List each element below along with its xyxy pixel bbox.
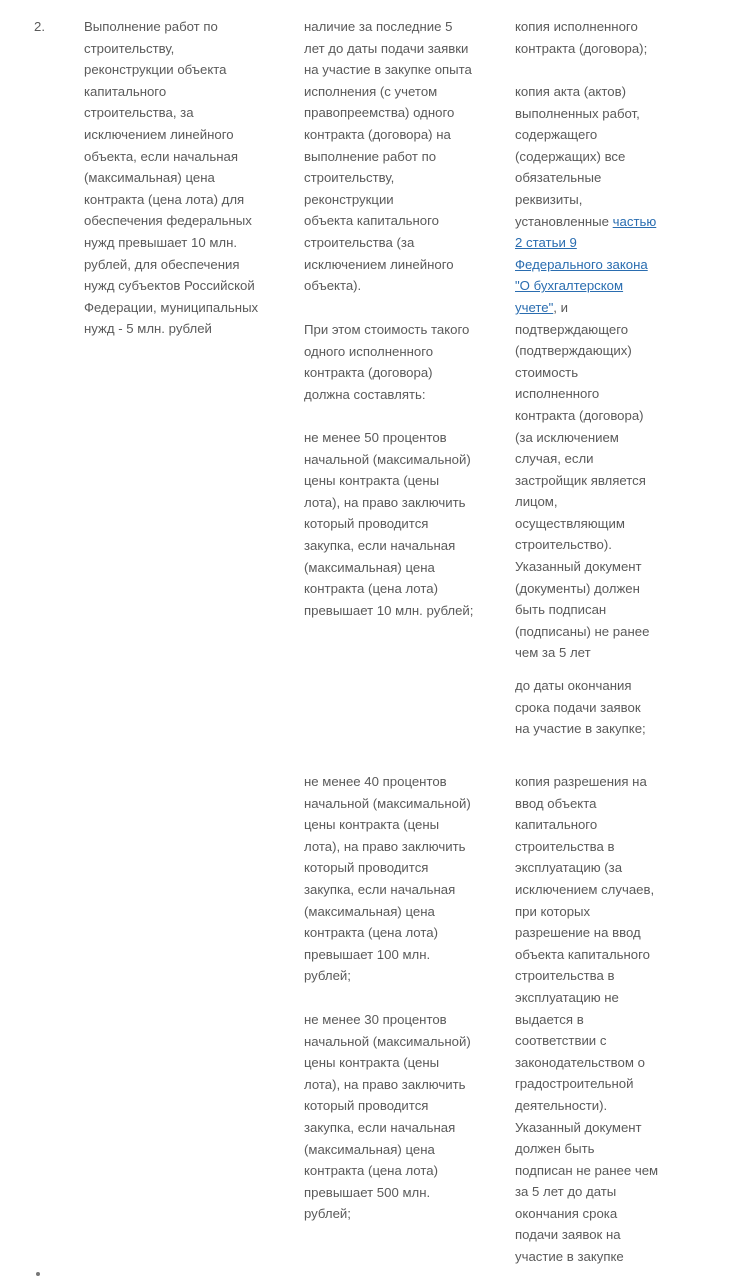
document-acts-text: копия акта (актов) выполненных работ, содержащего (содержащих) все обязательные реквизиты, установленные [515,84,640,229]
row-number: 2. [34,19,45,34]
document-acts-text-continued: , и подтверждающего (подтверждающих) стоимость исполненного контракта (договора) (за исключением случая, если застройщик является лицом, осуществляющим строительство). Указанный документ (документы) должен быть подписан (подписаны) не ранее чем за 5 лет [515,299,650,661]
document-acts-copy [515,81,695,664]
requirement-30-percent: не менее 30 процентов начальной (максимальной) цены контракта (цены лота), на право заключить который проводится закупка, если начальная (максимальная) цена контракта (цена лота) превышает 500 млн. рублей; [304,1012,471,1222]
requirement-40-percent: не менее 40 процентов начальной (максимальной) цены контракта (цены лота), на право заключить который проводится закупка, если начальная (максимальная) цена контракта (цена лота) превышает 100 млн. рублей; [304,774,471,984]
document-permit-copy: копия разрешения на ввод объекта капитального строительства в эксплуатацию (за исключением случаев, при которых разрешение на ввод объекта капитального строительства в эксплуатацию не выдается в соответствии с законодательством о градостроительной деятельности). Указанный документ должен быть подписан не ранее чем за 5 лет до даты окончания срока подачи заявок на участие в закупке [515,774,659,1265]
document-contract-copy: копия исполненного контракта (договора); [515,19,648,56]
next-row-marker [36,1272,40,1276]
subject-cell: Выполнение работ по строительству, реконструкции объекта капитального строительства, за исключением линейного объекта, если начальная (максимальная) цена контракта (цена лота) для обеспечения федеральных нужд превышает 10 млн. рублей, для обеспечения нужд субъектов Российской Федерации, муниципальных нужд - 5 млн. рублей [84,19,259,337]
document-deadline-note: до даты окончания срока подачи заявок на участие в закупке; [515,678,646,737]
requirement-cost-intro: При этом стоимость такого одного исполненного контракта (договора) должна составлять: [304,322,470,402]
accounting-law-link[interactable]: частью 2 статьи 9 Федерального закона "О бухгалтерском учете" [515,213,657,315]
requirement-50-percent: не менее 50 процентов начальной (максимальной) цены контракта (цены лота), на право заключить который проводится закупка, если начальная (максимальная) цена контракта (цена лота) превышает 10 млн. рублей; [304,430,474,618]
requirement-experience: наличие за последние 5 лет до даты подачи заявки на участие в закупке опыта исполнения (с учетом правопреемства) одного контракта (договора) на выполнение работ по строительству, реконструкции объекта капитального строительства (за исключением линейного объекта). [304,19,472,294]
